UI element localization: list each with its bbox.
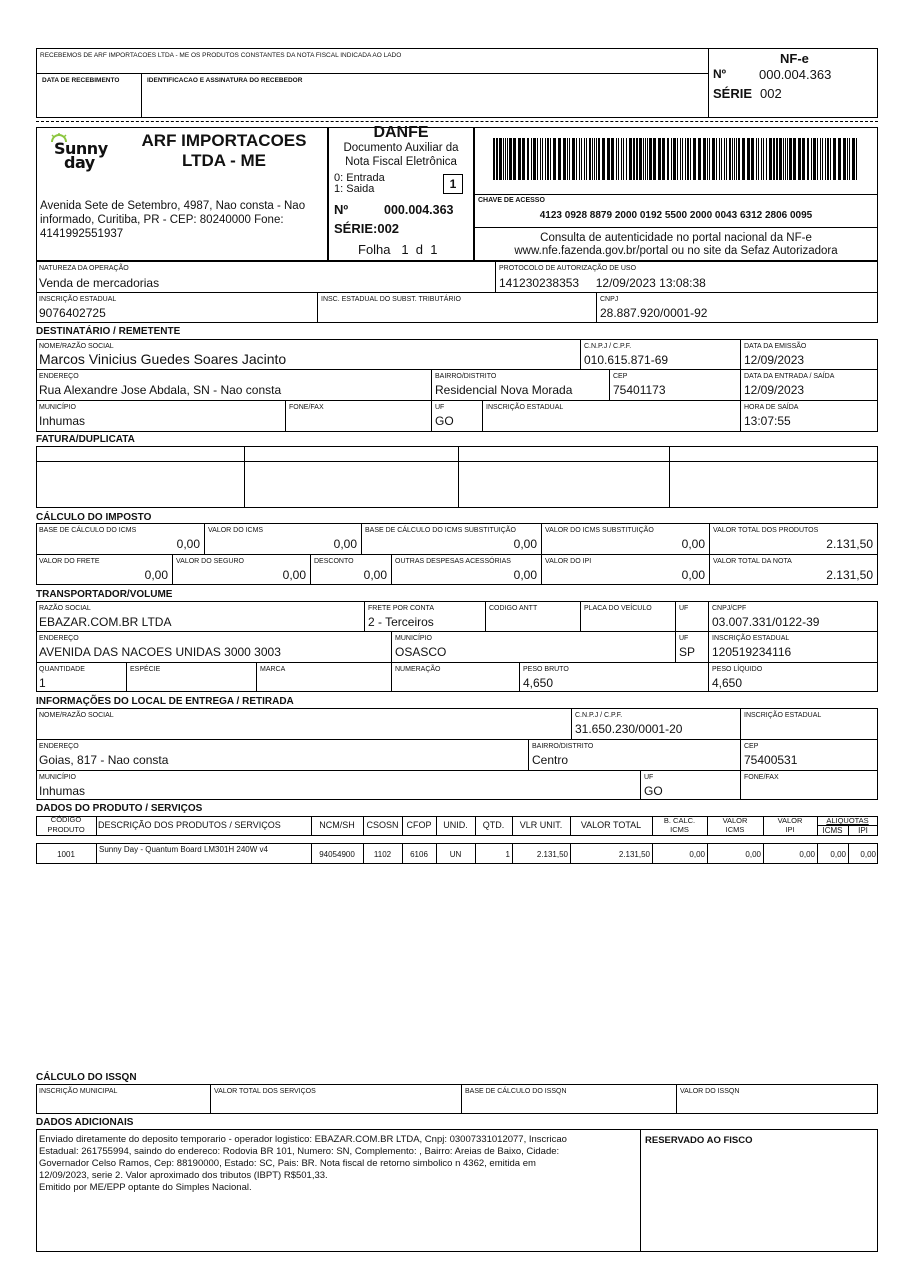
row-vtotal: 2.131,50 bbox=[618, 850, 650, 859]
th-cfop: CFOP bbox=[406, 820, 432, 830]
dest-endereco: Rua Alexandre Jose Abdala, SN - Nao consta bbox=[39, 383, 282, 397]
transp-mun-label: MUNICÍPIO bbox=[395, 635, 432, 642]
row-vunit: 2.131,50 bbox=[536, 850, 568, 859]
danfe-folha: Folha 1 d 1 bbox=[358, 242, 438, 257]
th-vunit: VLR UNIT. bbox=[519, 820, 563, 830]
reservado-fisco: RESERVADO AO FISCO bbox=[645, 1135, 753, 1146]
v-st: 0,00 bbox=[681, 537, 705, 551]
dest-hora-label: HORA DE SAÍDA bbox=[744, 404, 799, 411]
v-icms: 0,00 bbox=[333, 537, 357, 551]
emitente-nome-2: LTDA - ME bbox=[181, 151, 267, 170]
transp-uf1-label: UF bbox=[679, 605, 689, 612]
dest-entrada: 12/09/2023 bbox=[744, 383, 805, 397]
danfe-title: DANFE bbox=[373, 124, 429, 141]
fatura-box bbox=[36, 446, 878, 508]
dest-nome-label: NOME/RAZÃO SOCIAL bbox=[39, 343, 114, 350]
seguro-label: VALOR DO SEGURO bbox=[176, 558, 244, 565]
canhoto-serie-label: SÉRIE bbox=[713, 86, 753, 101]
dest-mun-label: MUNICÍPIO bbox=[39, 404, 76, 411]
logo bbox=[48, 133, 114, 173]
protocolo-label: PROTOCOLO DE AUTORIZAÇÃO DE USO bbox=[499, 265, 637, 272]
th-aliq-icms: ICMS bbox=[822, 826, 843, 835]
transp-marca-label: MARCA bbox=[260, 666, 286, 673]
danfe-no-label: Nº bbox=[334, 202, 349, 217]
entrega-cnpj: 31.650.230/0001-20 bbox=[575, 722, 683, 736]
tipo-box: 1 bbox=[443, 174, 463, 194]
bc-st-label: BASE DE CÁLCULO DO ICMS SUBSTITUIÇÃO bbox=[365, 527, 516, 534]
adicionais-line4: 12/09/2023, serie 2. Valor aproximado dos tributos (IBPT) R$501,33. bbox=[39, 1170, 328, 1181]
entrega-uf: GO bbox=[644, 784, 663, 798]
dest-ie-label: INSCRIÇÃO ESTADUAL bbox=[486, 404, 564, 411]
th-codigo-2: PRODUTO bbox=[47, 825, 85, 834]
transp-qtd-label: QUANTIDADE bbox=[39, 666, 85, 673]
issqn-bc-label: BASE DE CÁLCULO DO ISSQN bbox=[465, 1088, 567, 1095]
row-codigo: 1001 bbox=[57, 850, 75, 859]
natureza-value: Venda de mercadorias bbox=[39, 276, 160, 290]
transp-uf2-label: UF bbox=[679, 635, 689, 642]
cnpj-value: 28.887.920/0001-92 bbox=[600, 306, 708, 320]
chave-label: CHAVE DE ACESSO bbox=[478, 197, 545, 204]
dest-cep: 75401173 bbox=[613, 383, 666, 397]
entrega-bairro: Centro bbox=[532, 753, 569, 767]
danfe-serie: SÉRIE:002 bbox=[334, 221, 400, 236]
adicionais-line1: Enviado diretamente do deposito temporario - operador logistico: EBAZAR.COM.BR LTDA, Cnpj: 03007331012077, Inscricao bbox=[39, 1134, 567, 1145]
entrega-cep-label: CEP bbox=[744, 743, 759, 750]
entrega-cep: 75400531 bbox=[744, 753, 798, 767]
v-st-label: VALOR DO ICMS SUBSTITUIÇÃO bbox=[545, 527, 654, 534]
dest-cnpj-label: C.N.P.J / C.P.F. bbox=[584, 343, 632, 350]
th-codigo-1: CÓDIGO bbox=[50, 815, 82, 824]
logo-text-2: day bbox=[64, 153, 95, 172]
canhoto-text: RECEBEMOS DE ARF IMPORTACOES LTDA - ME OS PRODUTOS CONSTANTES DA NOTA FISCAL INDICADA AO LADO bbox=[40, 52, 402, 59]
adicionais-line5: Emitido por ME/EPP optante do Simples Nacional. bbox=[39, 1182, 252, 1193]
natureza-label: NATUREZA DA OPERAÇÃO bbox=[39, 265, 129, 272]
transp-qtd: 1 bbox=[39, 676, 46, 690]
dest-hora: 13:07:55 bbox=[744, 414, 791, 428]
entrega-fone-label: FONE/FAX bbox=[744, 774, 779, 781]
outras-label: OUTRAS DESPESAS ACESSÓRIAS bbox=[395, 558, 511, 565]
row-v-icms: 0,00 bbox=[745, 850, 761, 859]
valor-nota: 2.131,50 bbox=[826, 568, 873, 582]
canhoto-no-label: Nº bbox=[713, 67, 727, 81]
row-a-icms: 0,00 bbox=[830, 850, 846, 859]
imposto-title: CÁLCULO DO IMPOSTO bbox=[36, 512, 152, 523]
row-csosn: 1102 bbox=[373, 850, 392, 859]
dest-municipio: Inhumas bbox=[39, 414, 86, 428]
transp-uf2: SP bbox=[679, 645, 696, 659]
bc-st: 0,00 bbox=[513, 537, 537, 551]
tear-line bbox=[36, 121, 878, 122]
protocolo-value: 141230238353 12/09/2023 13:08:38 bbox=[499, 276, 706, 290]
barcode bbox=[493, 138, 859, 180]
entrega-mun-label: MUNICÍPIO bbox=[39, 774, 76, 781]
issqn-im-label: INSCRIÇÃO MUNICIPAL bbox=[39, 1088, 118, 1095]
entrega-cnpj-label: C.N.P.J / C.P.F. bbox=[575, 712, 623, 719]
th-vipi-2: IPI bbox=[785, 825, 795, 834]
entrega-ie-label: INSCRIÇÃO ESTADUAL bbox=[744, 712, 822, 719]
emitente-endereco-3: 4141992551937 bbox=[40, 228, 124, 240]
seguro: 0,00 bbox=[282, 568, 306, 582]
nota-label: VALOR TOTAL DA NOTA bbox=[713, 558, 792, 565]
entrega-title: INFORMAÇÕES DO LOCAL DE ENTREGA / RETIRADA bbox=[36, 696, 294, 707]
th-vtotal: VALOR TOTAL bbox=[580, 820, 642, 830]
dest-entrada-label: DATA DA ENTRADA / SAÍDA bbox=[744, 373, 835, 380]
danfe-entrada: 0: Entrada bbox=[334, 172, 385, 184]
v-prod-label: VALOR TOTAL DOS PRODUTOS bbox=[713, 527, 819, 534]
danfe-sub2: Nota Fiscal Eletrônica bbox=[345, 156, 457, 168]
produtos-title: DADOS DO PRODUTO / SERVIÇOS bbox=[36, 803, 203, 814]
dest-emissao-label: DATA DA EMISSÃO bbox=[744, 343, 807, 350]
row-cfop: 6106 bbox=[410, 850, 428, 859]
transp-pl-label: PESO LÍQUIDO bbox=[712, 666, 763, 673]
canhoto-serie: 002 bbox=[760, 86, 782, 101]
transp-razao-label: RAZÃO SOCIAL bbox=[39, 605, 91, 612]
transp-frete-label: FRETE POR CONTA bbox=[368, 605, 434, 612]
dest-cnpj: 010.615.871-69 bbox=[584, 353, 669, 367]
th-aliquotas: ALIQUOTAS bbox=[826, 816, 869, 825]
destinatario-title: DESTINATÁRIO / REMETENTE bbox=[36, 326, 181, 337]
ie-value: 9076402725 bbox=[39, 306, 106, 320]
bc-icms: 0,00 bbox=[176, 537, 200, 551]
th-bc-1: B. CALC. bbox=[663, 816, 696, 825]
data-recebimento-label: DATA DE RECEBIMENTO bbox=[42, 77, 120, 84]
row-qtd: 1 bbox=[505, 850, 510, 859]
dest-emissao: 12/09/2023 bbox=[744, 353, 805, 367]
danfe-numero: 000.004.363 bbox=[384, 203, 454, 217]
issqn-title: CÁLCULO DO ISSQN bbox=[36, 1072, 137, 1083]
row-unid: UN bbox=[449, 850, 462, 859]
transp-ie-label: INSCRIÇÃO ESTADUAL bbox=[712, 635, 790, 642]
frete-label: VALOR DO FRETE bbox=[39, 558, 100, 565]
consulta-1: Consulta de autenticidade no portal nacional da NF-e bbox=[540, 232, 812, 244]
frete: 0,00 bbox=[144, 568, 168, 582]
entrega-municipio: Inhumas bbox=[39, 784, 86, 798]
emitente-endereco-2: informado, Curitiba, PR - CEP: 80240000 Fone: bbox=[40, 214, 284, 226]
cnpj-label: CNPJ bbox=[600, 296, 619, 303]
transp-cnpj: 03.007.331/0122-39 bbox=[712, 615, 820, 629]
desconto: 0,00 bbox=[363, 568, 387, 582]
transp-pl: 4,650 bbox=[712, 676, 743, 690]
th-vipi-1: VALOR bbox=[777, 816, 803, 825]
entrega-uf-label: UF bbox=[644, 774, 654, 781]
transp-endereco: AVENIDA DAS NACOES UNIDAS 3000 3003 bbox=[39, 645, 281, 659]
danfe-sub1: Documento Auxiliar da bbox=[343, 142, 459, 154]
entrega-end-label: ENDEREÇO bbox=[39, 743, 79, 750]
row-v-ipi: 0,00 bbox=[799, 850, 815, 859]
canhoto-nfe: NF-e bbox=[780, 51, 809, 66]
adicionais-line2: Estadual: 261755994, saindo do endereco: Rodovia BR 101, Numero: SN, Complemento: , Bairro: Areias de Baixo, Cidade: bbox=[39, 1146, 560, 1157]
transp-frete: 2 - Terceiros bbox=[368, 615, 434, 629]
dest-bairro-label: BAIRRO/DISTRITO bbox=[435, 373, 497, 380]
ie-st-label: INSC. ESTADUAL DO SUBST. TRIBUTÁRIO bbox=[321, 296, 461, 303]
emitente-nome-1: ARF IMPORTACOES bbox=[141, 131, 307, 150]
transp-pb: 4,650 bbox=[523, 676, 554, 690]
entrega-bairro-label: BAIRRO/DISTRITO bbox=[532, 743, 594, 750]
transp-placa-label: PLACA DO VEÍCULO bbox=[584, 605, 652, 612]
issqn-vserv-label: VALOR TOTAL DOS SERVIÇOS bbox=[214, 1088, 316, 1095]
th-qtd: QTD. bbox=[482, 820, 505, 830]
transp-cnpj-label: CNPJ/CPF bbox=[712, 605, 747, 612]
ipi-label: VALOR DO IPI bbox=[545, 558, 592, 565]
th-unid: UNID. bbox=[443, 820, 468, 830]
dest-nome: Marcos Vinicius Guedes Soares Jacinto bbox=[39, 351, 287, 367]
transp-num-label: NUMERAÇÃO bbox=[395, 666, 441, 673]
issqn-v-label: VALOR DO ISSQN bbox=[680, 1088, 740, 1095]
outras: 0,00 bbox=[513, 568, 537, 582]
entrega-nome-label: NOME/RAZÃO SOCIAL bbox=[39, 712, 114, 719]
transp-esp-label: ESPÉCIE bbox=[130, 666, 161, 673]
row-bc-icms: 0,00 bbox=[689, 850, 705, 859]
th-vicms-2: ICMS bbox=[725, 825, 745, 834]
v-icms-label: VALOR DO ICMS bbox=[208, 527, 264, 534]
dest-fone-label: FONE/FAX bbox=[289, 404, 324, 411]
ie-label: INSCRIÇÃO ESTADUAL bbox=[39, 296, 117, 303]
dest-bairro: Residencial Nova Morada bbox=[435, 383, 573, 397]
danfe-saida: 1: Saida bbox=[334, 183, 375, 195]
th-csosn: CSOSN bbox=[366, 820, 399, 830]
adicionais-title: DADOS ADICIONAIS bbox=[36, 1117, 134, 1128]
th-bc-2: ICMS bbox=[670, 825, 689, 834]
bc-icms-label: BASE DE CÁLCULO DO ICMS bbox=[39, 527, 137, 534]
canhoto-numero: 000.004.363 bbox=[759, 67, 832, 82]
ipi: 0,00 bbox=[681, 568, 705, 582]
adicionais-line3: Governador Celso Ramos, Cep: 88190000, Estado: SC, Pais: BR. Nota fiscal de retorno simbolico n 4362, emitida em bbox=[39, 1158, 536, 1169]
transp-municipio: OSASCO bbox=[395, 645, 447, 659]
transp-antt-label: CODIGO ANTT bbox=[489, 605, 538, 612]
row-ncm: 94054900 bbox=[319, 850, 355, 859]
dest-uf: GO bbox=[435, 414, 454, 428]
th-aliq-ipi: IPI bbox=[858, 826, 868, 835]
transp-end-label: ENDEREÇO bbox=[39, 635, 79, 642]
row-descricao: Sunny Day - Quantum Board LM301H 240W v4 bbox=[99, 845, 268, 854]
transportador-title: TRANSPORTADOR/VOLUME bbox=[36, 589, 173, 600]
chave-value: 4123 0928 8879 2000 0192 5500 2000 0043 6312 2806 0095 bbox=[539, 210, 813, 221]
th-descricao: DESCRIÇÃO DOS PRODUTOS / SERVIÇOS bbox=[98, 820, 281, 830]
emitente-endereco-1: Avenida Sete de Setembro, 4987, Nao consta - Nao bbox=[40, 200, 306, 212]
logo-text-1: Sunny bbox=[54, 139, 108, 158]
dest-uf-label: UF bbox=[435, 404, 445, 411]
assinatura-label: IDENTIFICACAO E ASSINATURA DO RECEBEDOR bbox=[147, 77, 303, 84]
dest-cep-label: CEP bbox=[613, 373, 628, 380]
th-vicms-1: VALOR bbox=[722, 816, 748, 825]
dest-end-label: ENDEREÇO bbox=[39, 373, 79, 380]
entrega-endereco: Goias, 817 - Nao consta bbox=[39, 753, 169, 767]
consulta-2: www.nfe.fazenda.gov.br/portal ou no site da Sefaz Autorizadora bbox=[514, 245, 838, 257]
transp-ie: 120519234116 bbox=[712, 645, 792, 659]
desconto-label: DESCONTO bbox=[314, 558, 354, 565]
th-ncm: NCM/SH bbox=[319, 820, 355, 830]
row-a-ipi: 0,00 bbox=[860, 850, 876, 859]
v-prod: 2.131,50 bbox=[826, 537, 873, 551]
transp-razao: EBAZAR.COM.BR LTDA bbox=[39, 615, 172, 629]
transp-pb-label: PESO BRUTO bbox=[523, 666, 569, 673]
fatura-title: FATURA/DUPLICATA bbox=[36, 434, 135, 445]
